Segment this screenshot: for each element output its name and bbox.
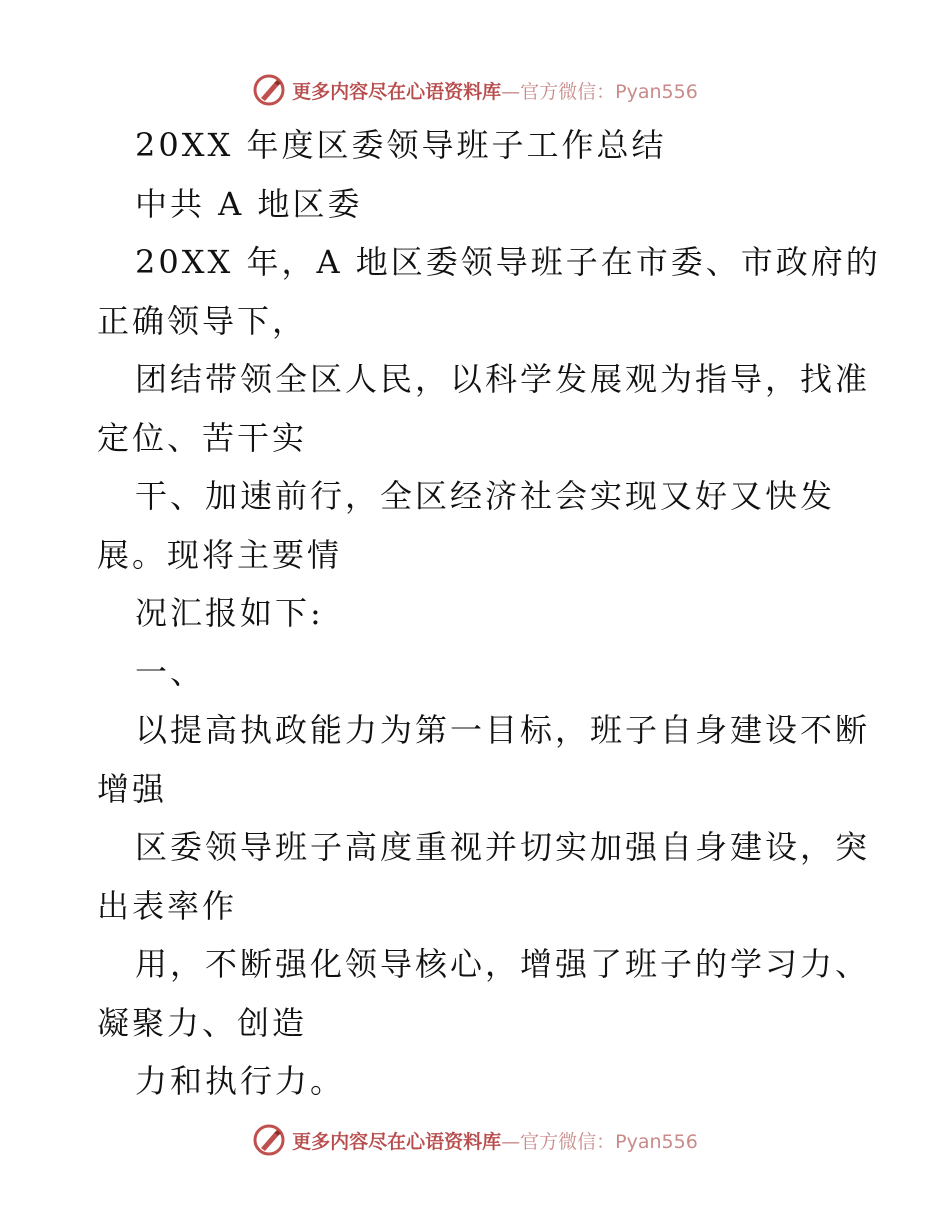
document-author: 中共 A 地区委	[135, 184, 363, 223]
footer-banner-dash: —	[501, 1130, 521, 1153]
paragraph-line: 用，不断强化领导核心，增强了班子的学习力、	[135, 945, 871, 983]
paragraph-line: 凝聚力、创造	[97, 1003, 308, 1042]
paragraph-line: 干、加速前行，全区经济社会实现又好又快发	[135, 477, 836, 515]
footer-banner	[0, 1120, 950, 1160]
section-heading-line: 增强	[97, 769, 168, 808]
header-banner-text	[292, 77, 698, 104]
paragraph-line: 正确领导下，	[97, 301, 308, 340]
footer-banner-text	[292, 1127, 698, 1154]
paragraph-line: 展。现将主要情	[97, 535, 343, 574]
paragraph-line: 力和执行力。	[135, 1062, 346, 1100]
header-banner-dash: —	[501, 80, 521, 103]
header-banner-contact: 官方微信：Pyan556	[520, 80, 698, 103]
paragraph-line: 团结带领全区人民，以科学发展观为指导，找准	[135, 360, 871, 398]
document-title: 20XX 年度区委领导班子工作总结	[135, 126, 667, 164]
footer-banner-title: 更多内容尽在心语资料库	[292, 1130, 502, 1153]
pen-logo-icon	[252, 1123, 286, 1157]
header-banner-title: 更多内容尽在心语资料库	[292, 80, 502, 103]
footer-banner-contact: 官方微信：Pyan556	[520, 1130, 698, 1153]
section-heading-line: 以提高执政能力为第一目标，班子自身建设不断	[135, 711, 871, 749]
header-banner	[0, 70, 950, 110]
paragraph-line: 20XX 年，A 地区委领导班子在市委、市政府的	[135, 243, 881, 281]
section-number: 一、	[135, 652, 206, 691]
paragraph-line: 定位、苦干实	[97, 418, 308, 457]
pen-logo-icon	[252, 73, 286, 107]
document-body	[97, 116, 881, 1111]
paragraph-line: 况汇报如下:	[135, 594, 324, 632]
paragraph-line: 出表率作	[97, 886, 238, 925]
paragraph-line: 区委领导班子高度重视并切实加强自身建设，突	[135, 828, 871, 866]
